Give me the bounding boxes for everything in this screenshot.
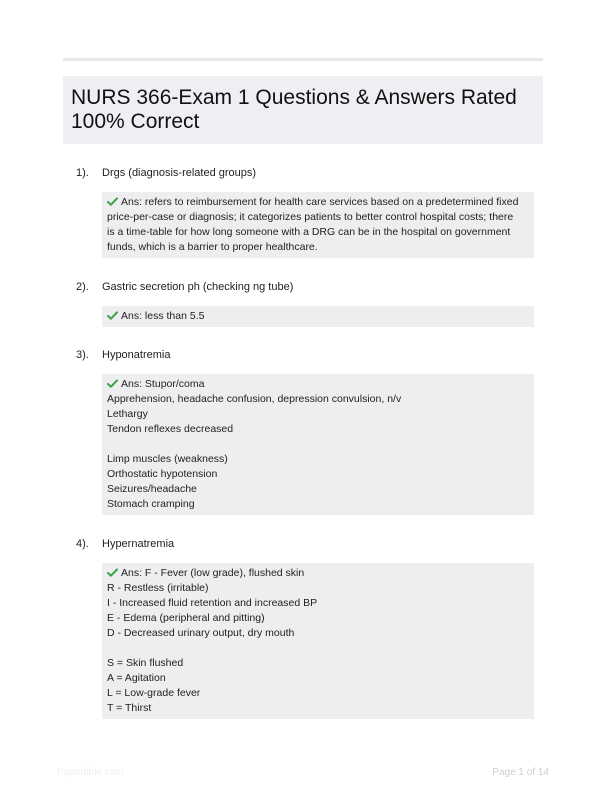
check-icon xyxy=(107,311,118,320)
question-text: Hyponatremia xyxy=(102,349,171,361)
answer-box xyxy=(102,374,534,515)
question-number: 1). xyxy=(76,167,89,179)
question-text: Hypernatremia xyxy=(102,538,175,550)
answer-line: Apprehension, headache confusion, depression convulsion, n/v xyxy=(107,393,402,405)
answer-line xyxy=(107,195,529,210)
answer-text: Ans: refers to reimbursement for health care services based on a predetermined fixed xyxy=(121,196,519,208)
answer-line: Orthostatic hypotension xyxy=(107,468,218,480)
check-icon xyxy=(107,379,118,388)
answer-line: is a time-table for how long someone with a DRG can be in the hospital on government xyxy=(107,226,511,238)
check-icon xyxy=(107,197,118,206)
footer-watermark: Papertible.com xyxy=(57,767,124,778)
answer-line: A = Agitation xyxy=(107,672,166,684)
answer-text: Ans: less than 5.5 xyxy=(121,310,205,322)
question-number: 3). xyxy=(76,349,89,361)
answer-box xyxy=(102,563,534,719)
question-text: Gastric secretion ph (checking ng tube) xyxy=(102,281,294,293)
answer-line: S = Skin flushed xyxy=(107,657,184,669)
page-indicator: Page 1 of 14 xyxy=(492,767,549,778)
answer-line: Limp muscles (weakness) xyxy=(107,453,228,465)
question-number: 4). xyxy=(76,538,89,550)
question-text: Drgs (diagnosis-related groups) xyxy=(102,167,257,179)
answer-line: R - Restless (irritable) xyxy=(107,582,209,594)
answer-line: E - Edema (peripheral and pitting) xyxy=(107,612,265,624)
answer-box xyxy=(102,192,534,258)
answer-box xyxy=(102,306,534,327)
check-icon xyxy=(107,568,118,577)
answer-line: Stomach cramping xyxy=(107,498,195,510)
title-box xyxy=(63,76,543,144)
answer-line: funds, which is a barrier to proper healthcare. xyxy=(107,241,318,253)
answer-line xyxy=(107,377,529,392)
answer-line: T = Thirst xyxy=(107,702,152,714)
question-number: 2). xyxy=(76,281,89,293)
answer-line: L = Low-grade fever xyxy=(107,687,201,699)
answer-line: I - Increased fluid retention and increased BP xyxy=(107,597,318,609)
page-title: NURS 366-Exam 1 Questions & Answers Rated 100% Correct xyxy=(71,86,517,133)
top-rule xyxy=(63,58,543,61)
answer-text: Ans: F - Fever (low grade), flushed skin xyxy=(121,567,305,579)
answer-line: Tendon reflexes decreased xyxy=(107,423,234,435)
answer-line xyxy=(107,641,529,656)
answer-line xyxy=(107,566,529,581)
answer-line: D - Decreased urinary output, dry mouth xyxy=(107,627,295,639)
answer-line: price-per-case or diagnosis; it categorizes patients to better control hospital costs; there xyxy=(107,211,514,223)
answer-text: Ans: Stupor/coma xyxy=(121,378,205,390)
answer-line: Lethargy xyxy=(107,408,148,420)
answer-line xyxy=(107,309,529,324)
answer-line: Seizures/headache xyxy=(107,483,197,495)
answer-line xyxy=(107,437,529,452)
